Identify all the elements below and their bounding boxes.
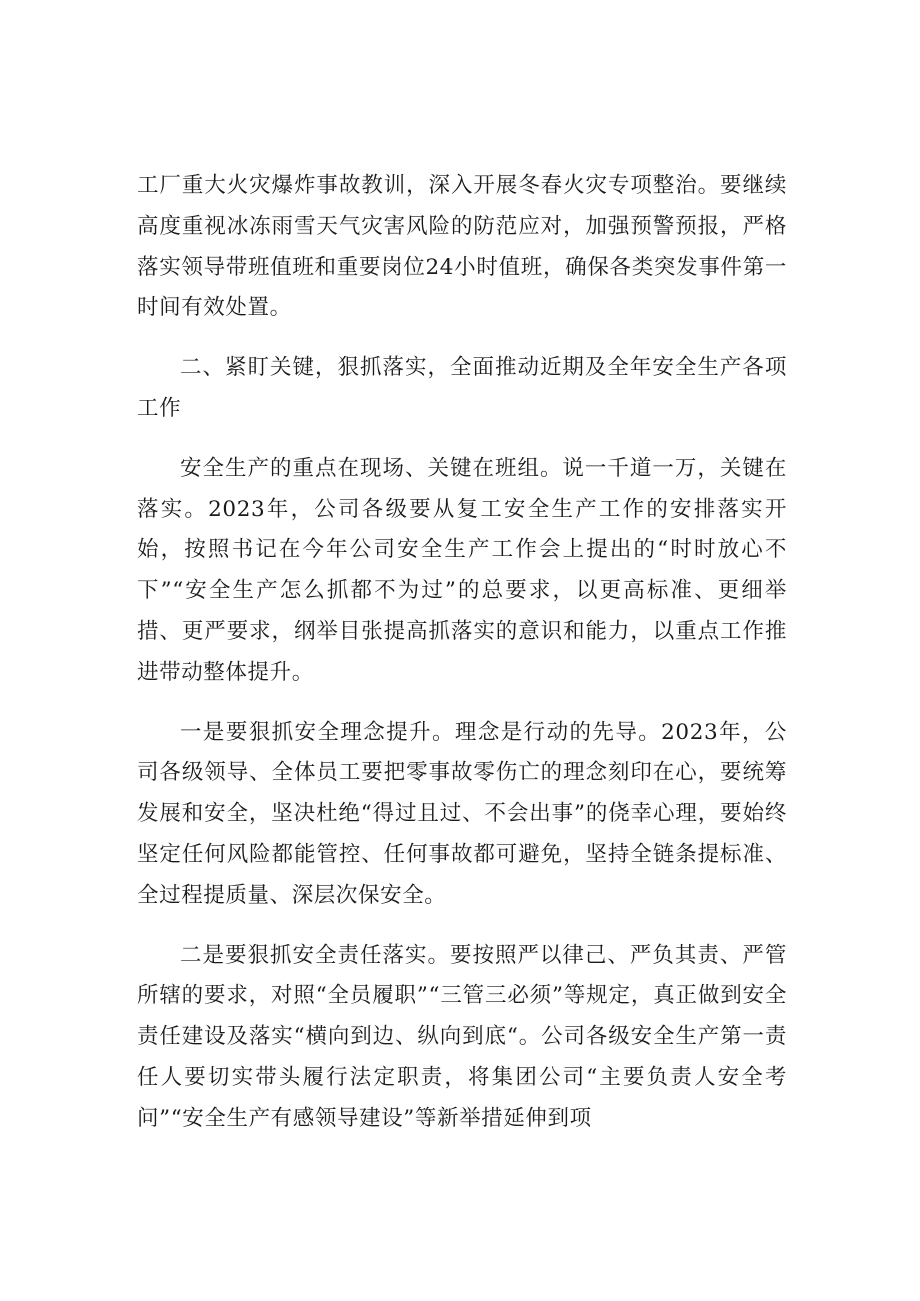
paragraph-gap [137,329,787,348]
paragraph: 安全生产的重点在现场、关键在班组。说一千道一万，关键在落实。2023年，公司各级要从复工安全生产工作的安排落实开始，按照书记在今年公司安全生产工作会上提出的“时时放心不下”“安全生产怎么抓都不为过”的总要求，以更高标准、更细举措、更严要求，纲举目张提高抓落实的意识和能力，以重点工作推进带动整体提升。 [137,455,787,685]
paragraph-gap [137,430,787,449]
paragraph-gap [137,694,787,713]
paragraph: 一是要狠抓安全理念提升。理念是行动的先导。2023年，公司各级领导、全体员工要把零事故零伤亡的理念刻印在心，要统筹发展和安全，坚决杜绝“得过且过、不会出事”的侥幸心理，要始终坚定任何风险都能管控、任何事故都可避免，坚持全链条提标准、全过程提质量、深层次保安全。 [137,719,787,908]
section-heading: 二、紧盯关键，狠抓落实，全面推动近期及全年安全生产各项工作 [137,355,787,421]
paragraph-gap [137,917,787,936]
paragraph: 二是要狠抓安全责任落实。要按照严以律己、严负其责、严管所辖的要求，对照“全员履职”“三管三必须”等规定，真正做到安全责任建设及落实“横向到边、纵向到底“。公司各级安全生产第一责任人要切实带头履行法定职责，将集团公司“主要负责人安全考问”“安全生产有感领导建设”等新举措延伸到项 [137,942,787,1131]
paragraph-continuation: 工厂重大火灾爆炸事故教训，深入开展冬春火灾专项整治。要继续高度重视冰冻雨雪天气灾害风险的防范应对，加强预警预报，严格落实领导带班值班和重要岗位24小时值班，确保各类突发事件第一时间有效处置。 [137,173,787,321]
document-body [137,166,787,1140]
